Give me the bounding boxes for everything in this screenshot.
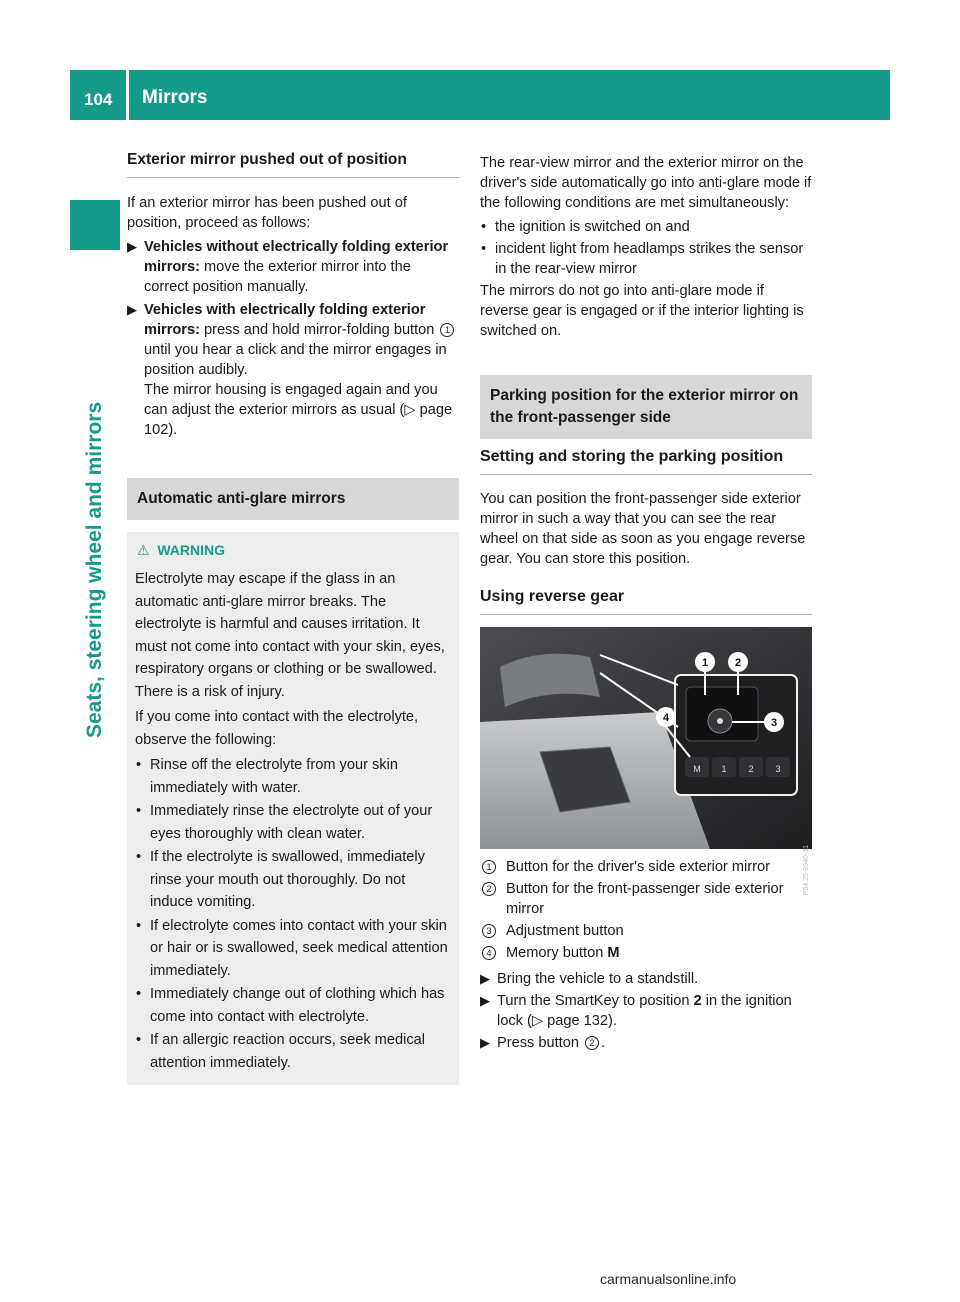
list-item [480, 217, 812, 237]
warning-label: WARNING [157, 542, 226, 558]
photo-callout: 4 [662, 712, 670, 724]
legend-item [480, 879, 812, 919]
legend-item [480, 857, 812, 877]
section-heading-parking: Parking position for the exterior mirror on the front-passenger side [480, 375, 812, 439]
list-item-text: incident light from headlamps strikes the sensor in the rear-view mirror [495, 241, 804, 277]
photo-code: P54.25-9940-31 [803, 845, 810, 896]
section-heading-pushed-out: Exterior mirror pushed out of position [127, 150, 459, 178]
parking-text: You can position the front-passenger side exterior mirror in such a way that you can see the rear wheel on that side as soon as you engage reverse gear. You can store this position. [480, 491, 806, 567]
list-item-text: Immediately rinse the electrolyte out of your eyes thoroughly with clean water. [150, 803, 433, 842]
bullet-icon: • [136, 917, 142, 934]
anti-glare-note: The mirrors do not go into anti-glare mode if reverse gear is engaged or if the interior lighting is switched on. [480, 283, 804, 339]
legend-text: Memory button [506, 945, 608, 961]
callout-number: 4 [482, 946, 496, 960]
photo-callout: 1 [701, 657, 709, 669]
legend-text: Adjustment button [506, 923, 624, 939]
photo-button-label: 3 [775, 764, 781, 774]
bullet-icon: • [481, 241, 487, 257]
list-item [135, 915, 451, 983]
pushed-out-intro: If an exterior mirror has been pushed out of position, proceed as follows: [127, 195, 407, 231]
bullet-icon: • [136, 849, 142, 865]
step-smartkey [480, 991, 812, 1031]
legend-text: Button for the front-passenger side exterior mirror [506, 881, 784, 917]
step-text: Bring the vehicle to a standstill. [497, 971, 699, 987]
step-text: . [601, 1035, 606, 1051]
warning-text: Electrolyte may escape if the glass in an automatic anti-glare mirror breaks. The electrolyte is harmful and causes irritation. It must not come into contact with your skin, eyes, respiratory organs or clothing or be swallowed. There is a risk of injury. [135, 571, 445, 700]
step-with-folding [127, 300, 459, 440]
bullet-icon: • [481, 219, 487, 235]
bullet-icon: • [136, 803, 142, 819]
list-item [480, 239, 812, 279]
step-text: until you hear a click and the mirror engages in position audibly. [144, 342, 447, 378]
bullet-icon: • [136, 986, 142, 1002]
list-item-text: Immediately change out of clothing which has come into contact with electrolyte. [150, 986, 445, 1025]
legend-item [480, 921, 812, 941]
list-item-text: Rinse off the electrolyte from your skin immediately with water. [150, 757, 398, 796]
step-arrow-icon: ▶ [127, 302, 137, 317]
callout-number: 1 [482, 860, 496, 874]
warning-box [127, 532, 459, 1085]
page-header [70, 70, 890, 120]
warning-text: If you come into contact with the electrolyte, observe the following: [135, 709, 419, 748]
list-item-text: If the electrolyte is swallowed, immediately rinse your mouth out thoroughly. Do not induce vomiting. [150, 849, 425, 910]
step-arrow-icon: ▶ [480, 993, 490, 1008]
list-item-text: If electrolyte comes into contact with your skin or hair or is swallowed, seek medical attention immediately. [150, 917, 448, 979]
page-ref-link[interactable]: page 132). [543, 1013, 617, 1029]
anti-glare-intro: The rear-view mirror and the exterior mirror on the driver's side automatically go into anti-glare mode if the following conditions are met simultaneously: [480, 155, 812, 211]
step-standstill [480, 969, 812, 989]
step-without-folding [127, 237, 459, 297]
list-item [135, 1029, 451, 1074]
step-text: press and hold mirror-folding button [199, 322, 439, 338]
step-arrow-icon: ▶ [480, 1035, 490, 1050]
side-tab-label: Seats, steering wheel and mirrors [83, 401, 106, 738]
step-text: Turn the SmartKey to position [497, 993, 694, 1009]
step-text: The mirror housing is engaged again and you can adjust the exterior mirrors as usual ( [144, 382, 438, 418]
step-bold: Vehicles without electrically folding exterior mirrors: [144, 239, 449, 275]
header-divider [126, 70, 129, 120]
step-text: in the ignition lock ( [497, 993, 792, 1029]
subheading-parking: Setting and storing the parking position [480, 447, 812, 475]
photo-button-label: 2 [748, 764, 754, 774]
list-item-text: If an allergic reaction occurs, seek medical attention immediately. [150, 1032, 425, 1071]
list-item [135, 983, 451, 1028]
legend-bold: M [607, 945, 620, 961]
page-ref-icon: ▷ [531, 1013, 544, 1029]
photo-callout: 3 [770, 717, 778, 729]
step-text: move the exterior mirror into the correct position manually. [144, 259, 411, 295]
list-item-text: the ignition is switched on and [495, 219, 690, 235]
callout-number: 2 [482, 882, 496, 896]
step-bold: 2 [693, 993, 702, 1009]
legend-item [480, 943, 812, 963]
page-ref-icon: ▷ [404, 402, 416, 418]
callout-number: 2 [585, 1036, 599, 1050]
photo-button-label: M [693, 764, 701, 774]
page-ref-link[interactable]: page 102). [144, 402, 453, 438]
step-text: Press button [497, 1035, 583, 1051]
subheading-reverse: Using reverse gear [480, 587, 812, 615]
bullet-icon: • [136, 757, 142, 773]
right-column [480, 153, 812, 1053]
step-bold: Vehicles with electrically folding exterior mirrors: [144, 302, 426, 338]
photo-callout: 2 [734, 657, 742, 669]
bullet-icon: • [136, 1032, 142, 1048]
list-item [135, 754, 451, 799]
legend-text: Button for the driver's side exterior mirror [506, 859, 770, 875]
section-heading-anti-glare: Automatic anti-glare mirrors [127, 478, 459, 520]
watermark: carmanualsonline.info [600, 1271, 737, 1287]
callout-number: 3 [482, 924, 496, 938]
page-number: 104 [84, 90, 113, 109]
list-item [135, 846, 451, 914]
warning-icon: ⚠ [137, 542, 150, 558]
step-press-button [480, 1033, 812, 1053]
warning-title [135, 540, 451, 560]
step-arrow-icon: ▶ [127, 239, 137, 254]
step-arrow-icon: ▶ [480, 971, 490, 986]
photo-button-label: 1 [721, 764, 727, 774]
page-title: Mirrors [142, 87, 208, 108]
photo-legend [480, 857, 812, 963]
left-column [127, 150, 459, 1085]
list-item [135, 800, 451, 845]
callout-number: 1 [440, 323, 454, 337]
side-tab-marker [70, 200, 120, 250]
